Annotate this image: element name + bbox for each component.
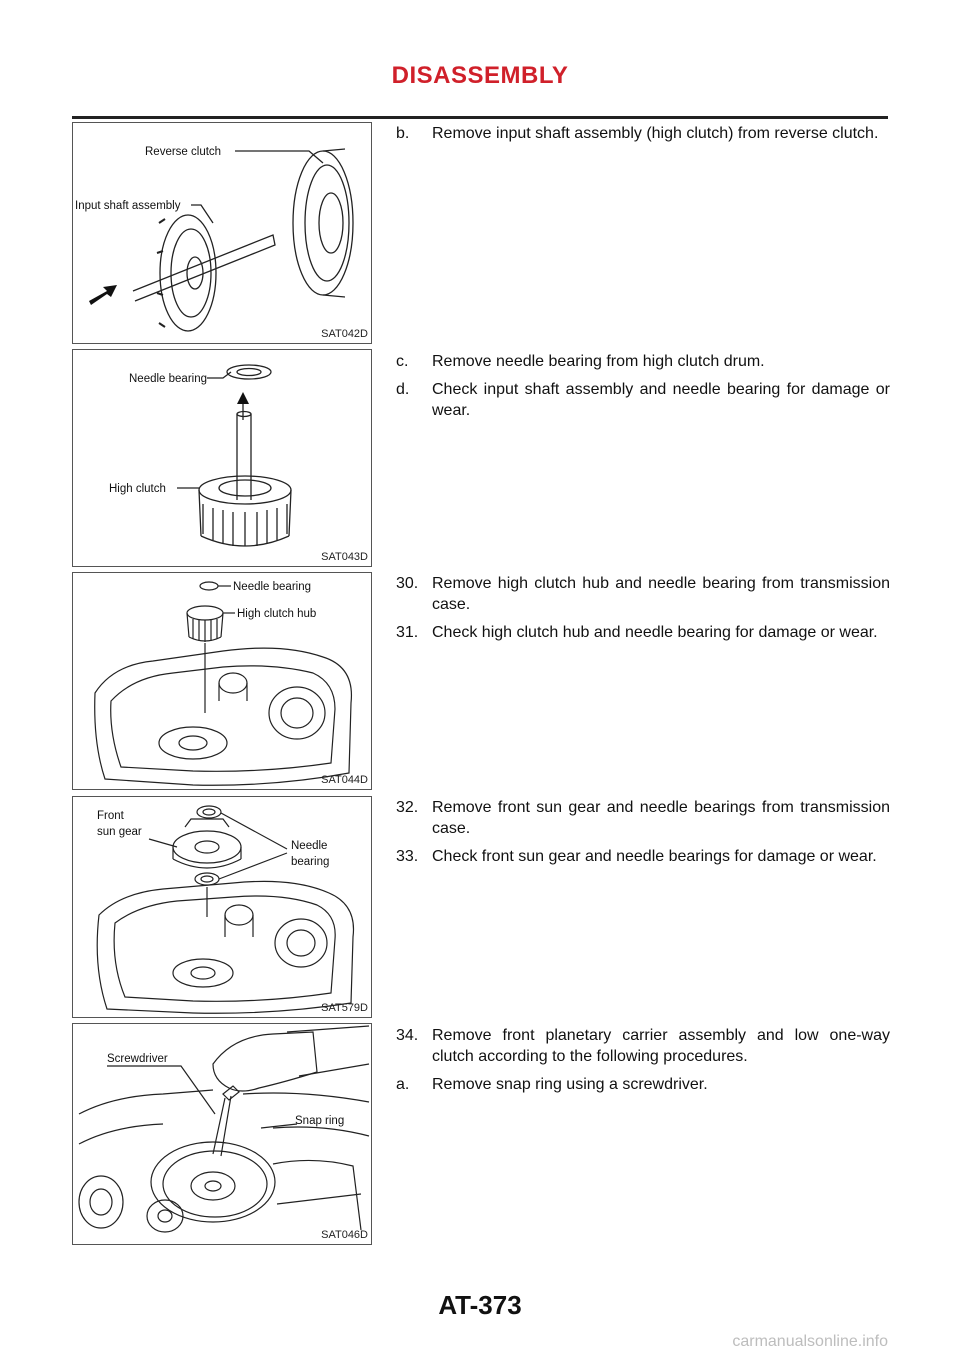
figure-sat043d: [72, 349, 372, 567]
step-number: b.: [396, 125, 410, 142]
step-number: 34.: [396, 1027, 419, 1044]
figure-label: bearing: [291, 856, 330, 868]
procedure-step: [396, 797, 890, 839]
figure-code: SAT043D: [321, 551, 368, 563]
step-number: d.: [396, 381, 410, 398]
figure-label: Needle: [291, 840, 328, 852]
step-text: Remove needle bearing from high clutch drum.: [432, 353, 765, 370]
figure-label: Needle bearing: [129, 373, 208, 385]
procedure-step: [396, 123, 890, 144]
procedure-step: [396, 379, 890, 421]
procedure-step: [396, 622, 890, 643]
step-text: Check high clutch hub and needle bearing for damage or wear.: [432, 624, 878, 641]
step-number: a.: [396, 1076, 410, 1093]
step-text: Remove input shaft assembly (high clutch) from reverse clutch.: [432, 125, 879, 142]
figure-label: sun gear: [97, 826, 142, 838]
site-watermark: carmanualsonline.info: [732, 1333, 888, 1350]
procedure-step: [396, 1074, 890, 1095]
procedure-step: [396, 573, 890, 615]
steps-block: [396, 351, 890, 428]
snap-ring-removal-illustration: [73, 1024, 372, 1245]
step-text: Remove snap ring using a screwdriver.: [432, 1076, 708, 1093]
figure-label: High clutch hub: [237, 608, 317, 620]
figure-label: Snap ring: [295, 1115, 345, 1127]
figure-code: SAT579D: [321, 1002, 368, 1014]
high-clutch-needle-bearing-illustration: [73, 350, 372, 567]
step-number: 31.: [396, 624, 419, 641]
procedure-step: [396, 1025, 890, 1067]
figure-code: SAT042D: [321, 328, 368, 340]
high-clutch-hub-removal-illustration: [73, 573, 372, 790]
step-text: Remove front sun gear and needle bearings from transmission case.: [432, 799, 890, 837]
step-number: c.: [396, 353, 409, 370]
figure-code: SAT046D: [321, 1229, 368, 1241]
procedure-step: [396, 351, 890, 372]
steps-block: [396, 1025, 890, 1102]
figure-label: Reverse clutch: [145, 146, 222, 158]
step-number: 32.: [396, 799, 419, 816]
step-text: Check front sun gear and needle bearings for damage or wear.: [432, 848, 877, 865]
front-sun-gear-removal-illustration: [73, 797, 372, 1018]
steps-block: [396, 123, 890, 151]
page-title: DISASSEMBLY: [391, 62, 569, 89]
step-number: 33.: [396, 848, 419, 865]
input-shaft-reverse-clutch-illustration: [73, 123, 372, 344]
figure-code: SAT044D: [321, 774, 368, 786]
figure-label: Needle bearing: [233, 581, 312, 593]
steps-block: [396, 797, 890, 874]
figure-label: High clutch: [109, 483, 166, 495]
figure-sat044d: [72, 572, 372, 790]
figure-label: Input shaft assembly: [75, 200, 181, 212]
step-number: 30.: [396, 575, 419, 592]
steps-block: [396, 573, 890, 650]
page-number: AT-373: [438, 1290, 522, 1320]
figure-sat046d: [72, 1023, 372, 1245]
figure-label: Screwdriver: [107, 1053, 168, 1065]
figure-label: Front: [97, 810, 124, 822]
step-text: Check input shaft assembly and needle bearing for damage or wear.: [432, 381, 890, 419]
procedure-step: [396, 846, 890, 867]
step-text: Remove high clutch hub and needle bearing from transmission case.: [432, 575, 890, 613]
figure-sat042d: [72, 122, 372, 344]
title-rule: [72, 116, 888, 119]
figure-sat579d: [72, 796, 372, 1018]
step-text: Remove front planetary carrier assembly and low one-way clutch according to the following procedures.: [432, 1027, 890, 1065]
